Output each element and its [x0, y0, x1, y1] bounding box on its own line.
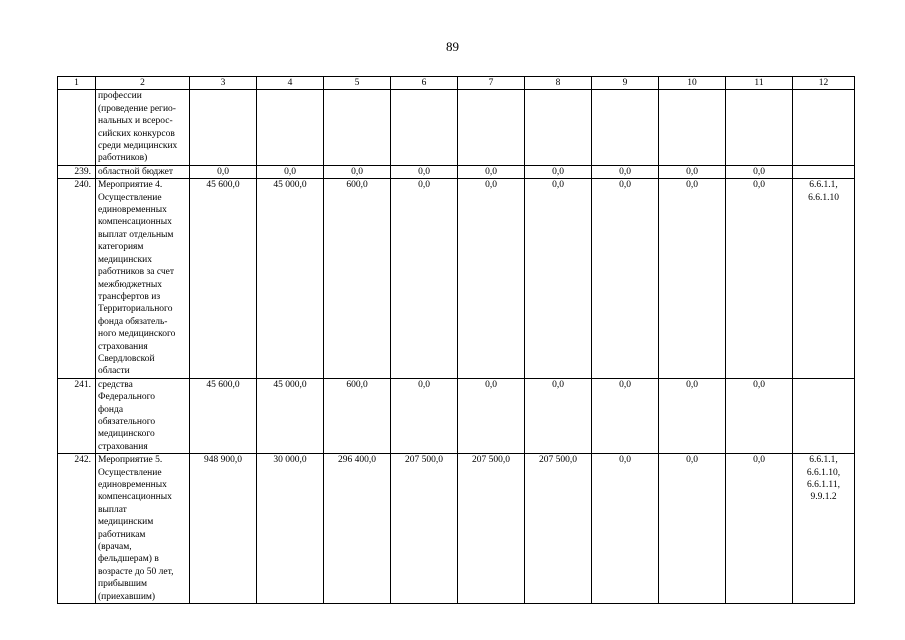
row-number: 242.: [58, 454, 96, 604]
column-header: 6: [391, 77, 458, 90]
value-cell: 30 000,0: [257, 454, 324, 604]
value-cell: 0,0: [659, 378, 726, 453]
target-indicator-cell: [793, 90, 855, 165]
column-header: 9: [592, 77, 659, 90]
row-name: областной бюджет: [96, 165, 190, 178]
table-row: [58, 454, 855, 604]
column-header: 1: [58, 77, 96, 90]
value-cell: [726, 90, 793, 165]
budget-table: [57, 76, 855, 604]
value-cell: [525, 90, 592, 165]
value-cell: 948 900,0: [190, 454, 257, 604]
value-cell: 0,0: [726, 378, 793, 453]
column-header: 5: [324, 77, 391, 90]
value-cell: 0,0: [726, 179, 793, 379]
table-row: [58, 90, 855, 165]
table-row: [58, 378, 855, 453]
value-cell: 0,0: [592, 454, 659, 604]
column-header: 3: [190, 77, 257, 90]
value-cell: 0,0: [458, 179, 525, 379]
column-header: 10: [659, 77, 726, 90]
value-cell: 207 500,0: [458, 454, 525, 604]
value-cell: 0,0: [659, 179, 726, 379]
value-cell: 45 600,0: [190, 179, 257, 379]
column-header: 2: [96, 77, 190, 90]
value-cell: [391, 90, 458, 165]
target-indicator-cell: 6.6.1.1, 6.6.1.10: [793, 179, 855, 379]
value-cell: [659, 90, 726, 165]
column-header: 7: [458, 77, 525, 90]
value-cell: 0,0: [458, 378, 525, 453]
value-cell: [190, 90, 257, 165]
value-cell: 0,0: [190, 165, 257, 178]
table-row: [58, 165, 855, 178]
table-header-row: [58, 77, 855, 90]
value-cell: 600,0: [324, 378, 391, 453]
value-cell: 0,0: [391, 378, 458, 453]
value-cell: [458, 90, 525, 165]
value-cell: 0,0: [592, 165, 659, 178]
value-cell: [257, 90, 324, 165]
value-cell: 0,0: [659, 454, 726, 604]
row-number: 240.: [58, 179, 96, 379]
value-cell: 45 000,0: [257, 378, 324, 453]
value-cell: 207 500,0: [391, 454, 458, 604]
value-cell: 0,0: [324, 165, 391, 178]
value-cell: [592, 90, 659, 165]
page-number: 89: [446, 39, 459, 54]
value-cell: 296 400,0: [324, 454, 391, 604]
value-cell: 0,0: [525, 179, 592, 379]
column-header: 12: [793, 77, 855, 90]
value-cell: 0,0: [391, 165, 458, 178]
value-cell: [324, 90, 391, 165]
value-cell: 0,0: [391, 179, 458, 379]
value-cell: 0,0: [659, 165, 726, 178]
value-cell: 0,0: [525, 378, 592, 453]
column-header: 8: [525, 77, 592, 90]
target-indicator-cell: [793, 378, 855, 453]
row-name: профессии (проведение регио- нальных и всерос- сийских конкурсов среди медицинских работников): [96, 90, 190, 165]
target-indicator-cell: [793, 165, 855, 178]
value-cell: 0,0: [592, 378, 659, 453]
row-name: Мероприятие 4. Осуществление единовременных компенсационных выплат отдельным категориям медицинских работников за счет межбюджетных трансфертов из Территориального фонда обязатель- ного медицинского страхования Свердловской области: [96, 179, 190, 379]
row-name: Мероприятие 5. Осуществление единовременных компенсационных выплат медицинским работникам (врачам, фельдшерам) в возрасте до 50 лет, прибывшим (приехавшим): [96, 454, 190, 604]
table-row: [58, 179, 855, 379]
column-header: 11: [726, 77, 793, 90]
value-cell: 0,0: [726, 165, 793, 178]
row-number: [58, 90, 96, 165]
value-cell: 0,0: [592, 179, 659, 379]
value-cell: 45 600,0: [190, 378, 257, 453]
value-cell: 0,0: [257, 165, 324, 178]
value-cell: 207 500,0: [525, 454, 592, 604]
row-number: 239.: [58, 165, 96, 178]
value-cell: 0,0: [726, 454, 793, 604]
value-cell: 45 000,0: [257, 179, 324, 379]
row-name: средства Федерального фонда обязательного медицинского страхования: [96, 378, 190, 453]
value-cell: 0,0: [458, 165, 525, 178]
value-cell: 0,0: [525, 165, 592, 178]
value-cell: 600,0: [324, 179, 391, 379]
row-number: 241.: [58, 378, 96, 453]
column-header: 4: [257, 77, 324, 90]
target-indicator-cell: 6.6.1.1, 6.6.1.10, 6.6.1.11, 9.9.1.2: [793, 454, 855, 604]
